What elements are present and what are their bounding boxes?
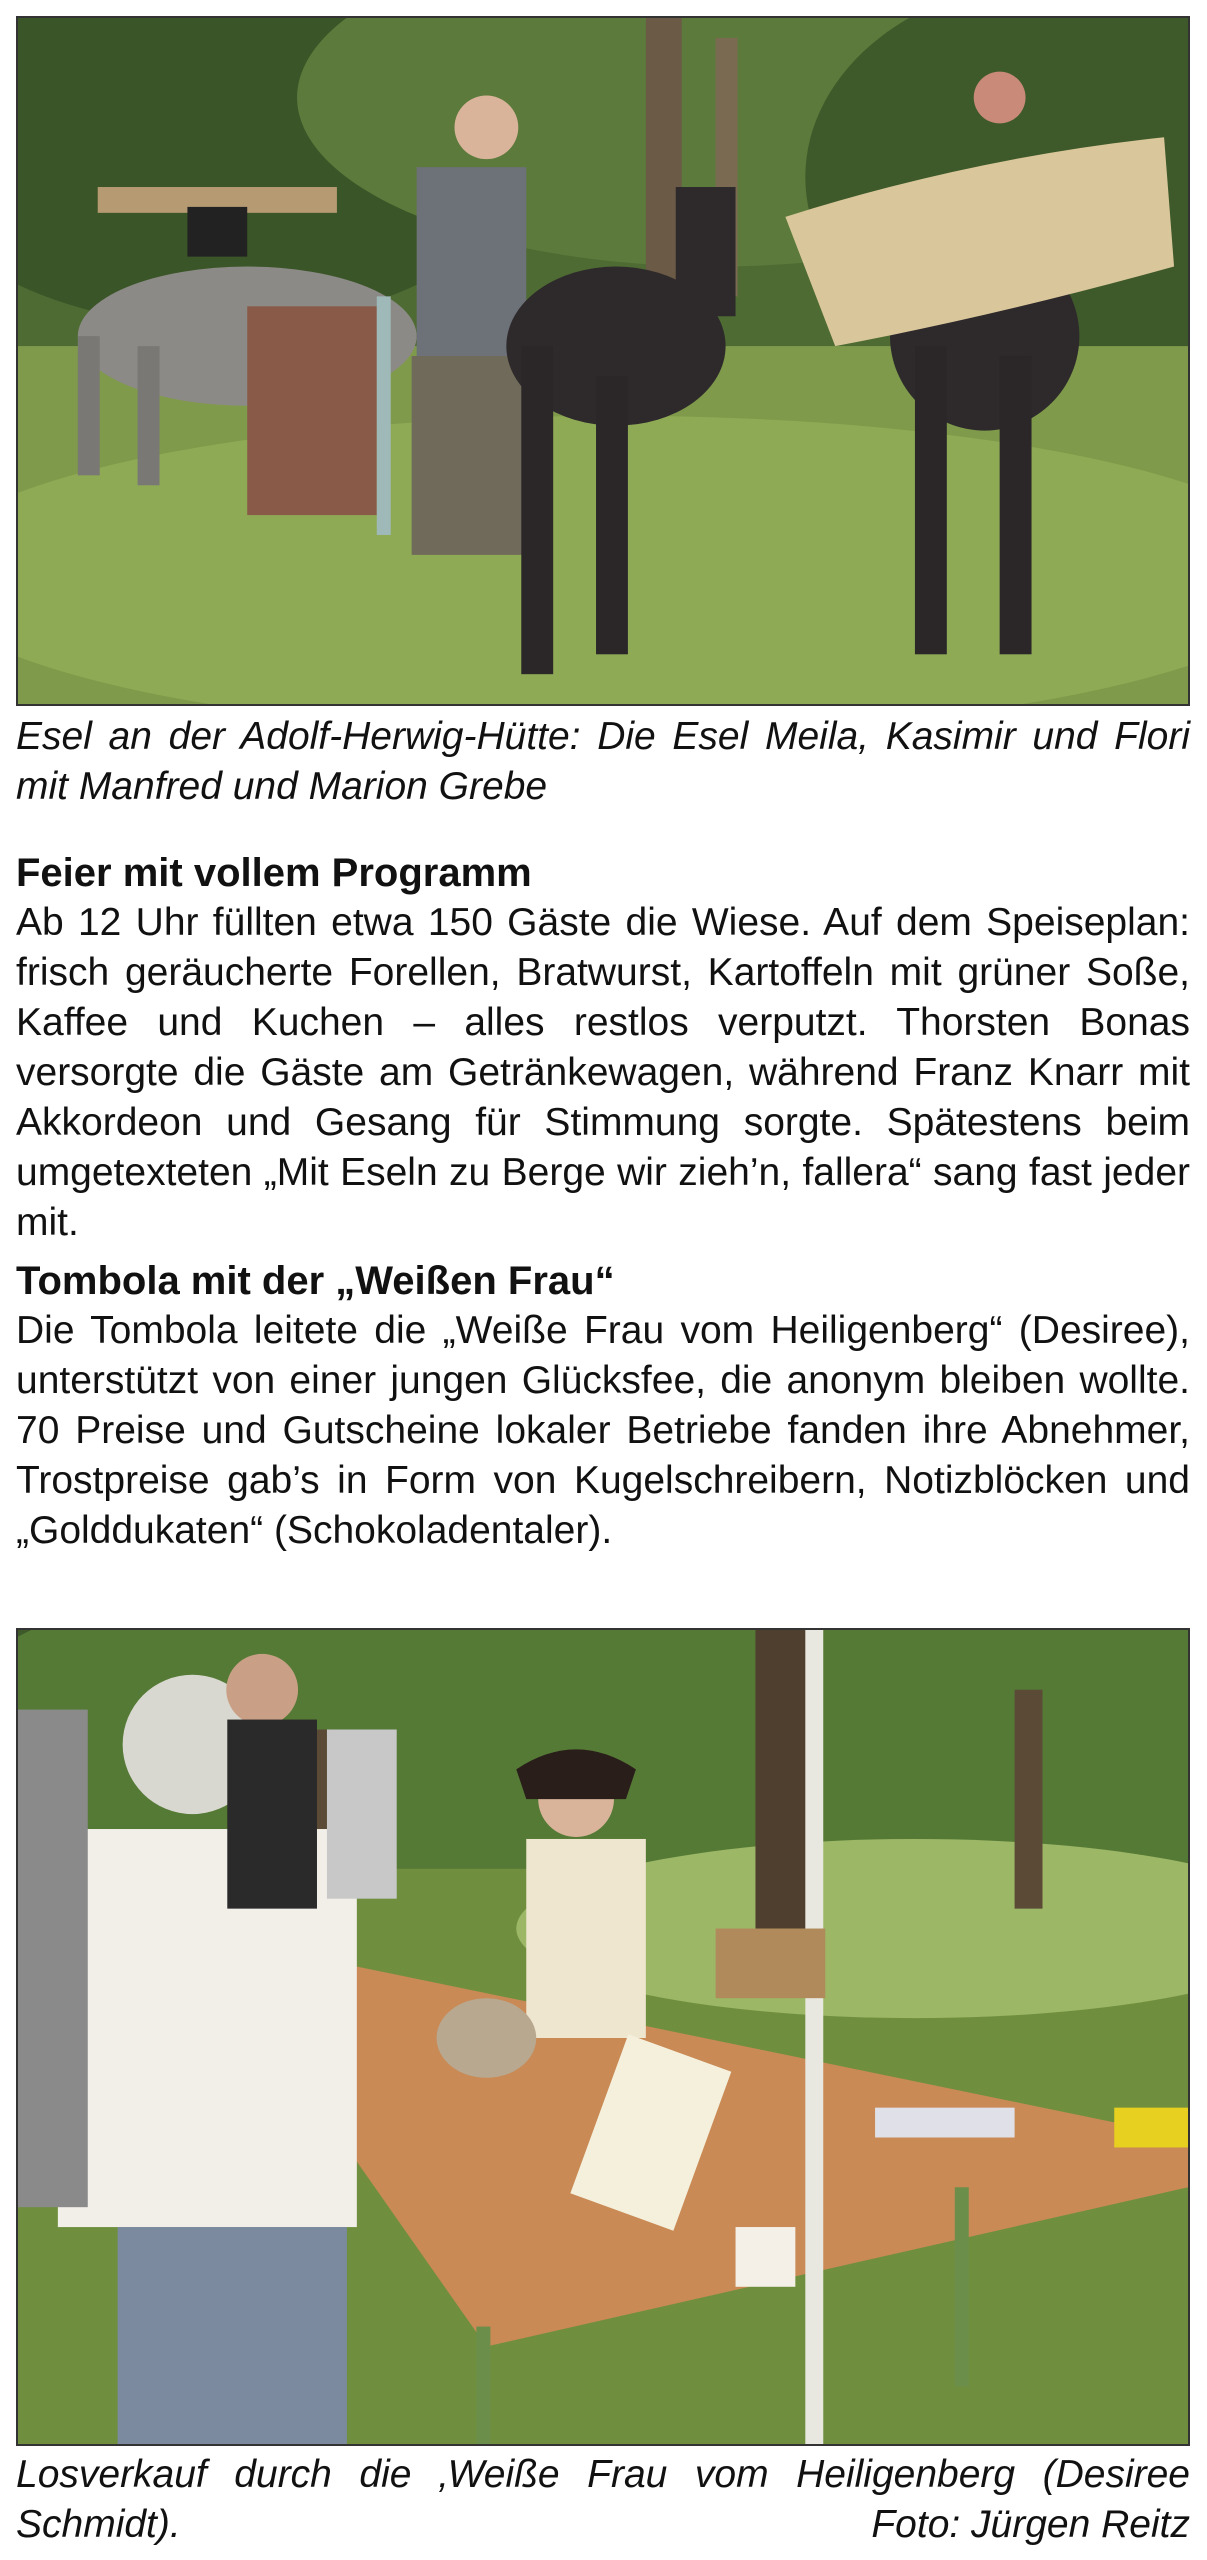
tombola-photo bbox=[16, 1628, 1190, 2446]
section-heading: Feier mit vollem Programm bbox=[16, 851, 532, 895]
section-heading: Tombola mit der „Weißen Frau“ bbox=[16, 1259, 615, 1303]
donkeys-photo bbox=[16, 16, 1190, 706]
photo-credit: Foto: Jürgen Reitz bbox=[871, 2503, 1190, 2546]
section-paragraph: Die Tombola leitete die „Weiße Frau vom Heiligenberg“ (Desiree), unterstützt von einer jungen Glücksfee, die anonym bleiben wollte. 70 Preise und Gutscheine lokaler Betriebe fanden ihre Abnehmer, Trostpreise gab’s in Form von Kugelschreibern, Notizblöcken und „Golddukaten“ (Schokoladentaler). bbox=[16, 1309, 1190, 1552]
photo-caption: Esel an der Adolf-Herwig-Hütte: Die Esel Meila, Kasimir und Flori mit Manfred und Marion Grebe bbox=[16, 715, 1190, 808]
article-body bbox=[16, 848, 1190, 1564]
photo-caption bbox=[16, 2450, 1190, 2550]
section-paragraph: Ab 12 Uhr füllten etwa 150 Gäste die Wiese. Auf dem Speiseplan: frisch geräucherte Forellen, Bratwurst, Kartoffeln mit grüner Soße, Kaffee und Kuchen – alles restlos verputzt. Thorsten Bonas versorgte die Gäste am Getränkewagen, während Franz Knarr mit Akkordeon und Gesang für Stimmung sorgte. Spätestens beim umgetexteten „Mit Eseln zu Berge wir zieh’n, fallera“ sang fast jeder mit. bbox=[16, 901, 1190, 1244]
photo-caption-text: Losverkauf durch die ‚Weiße Frau vom Heiligenberg (Desiree Schmidt). bbox=[16, 2453, 1190, 2546]
tombola-photo-illustration bbox=[18, 1630, 1188, 2444]
donkeys-photo-illustration bbox=[18, 18, 1188, 704]
